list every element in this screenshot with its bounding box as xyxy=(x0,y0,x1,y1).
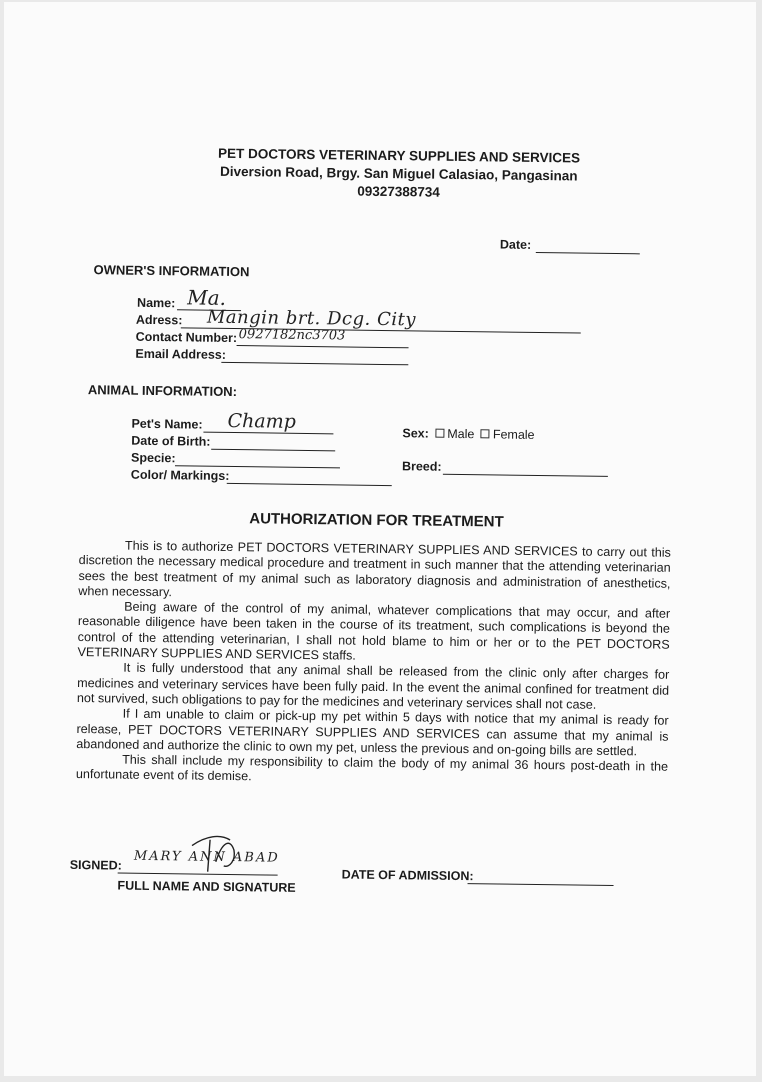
authorization-body xyxy=(76,538,671,790)
signature-handwriting: MARY ANN ABAD xyxy=(133,848,280,866)
owner-address-handwriting: Mangin brt. Dcg. City xyxy=(206,306,417,331)
owner-contact-label: Contact Number: xyxy=(135,329,238,346)
signature-caption: FULL NAME AND SIGNATURE xyxy=(117,878,296,895)
business-address: Diversion Road, Brgy. San Miguel Calasiao, Pangasinan xyxy=(219,163,578,184)
female-option-label: Female xyxy=(492,427,535,442)
authorization-title: AUTHORIZATION FOR TREATMENT xyxy=(249,510,504,531)
authorization-paragraph: It is fully understood that any animal shall be released from the clinic only after charges for medicines and veterinary services have been fully paid. In the event the animal confined for treatment did not survived, such obligations to pay for the medicines and veterinary services shall not case. xyxy=(76,660,670,712)
owner-name-label: Name: xyxy=(137,295,176,311)
animal-section-title: ANIMAL INFORMATION: xyxy=(87,382,238,400)
breed-label: Breed: xyxy=(401,459,442,474)
date-field[interactable] xyxy=(536,252,640,254)
breed-field[interactable] xyxy=(443,474,608,477)
dob-field[interactable] xyxy=(211,449,335,452)
dob-label: Date of Birth: xyxy=(131,433,211,449)
pet-name-label: Pet's Name: xyxy=(131,416,203,432)
pet-name-handwriting: Champ xyxy=(227,409,296,433)
document-page xyxy=(4,2,756,1076)
sex-options xyxy=(402,426,534,442)
owner-email-field[interactable] xyxy=(221,362,408,365)
owner-contact-handwriting: 0927182nc3703 xyxy=(238,327,346,344)
business-phone: 09327388734 xyxy=(357,183,440,200)
date-of-admission-field[interactable] xyxy=(468,883,614,886)
sex-label: Sex: xyxy=(402,426,429,441)
date-label: Date: xyxy=(499,237,532,252)
owner-email-label: Email Address: xyxy=(135,346,227,362)
female-checkbox[interactable] xyxy=(481,429,490,438)
owner-name-handwriting: Ma. xyxy=(187,285,227,310)
male-checkbox[interactable] xyxy=(435,429,444,438)
specie-label: Specie: xyxy=(130,450,176,466)
owner-section-title: OWNER'S INFORMATION xyxy=(93,262,250,280)
signature-flourish-icon xyxy=(186,831,247,878)
authorization-paragraph: Being aware of the control of my animal, whatever complications that may occur, and after reasonable diligence have been taken in the course of its treatment, such complications is beyond the control of the attending veterinarian, I shall not hold blame to him or her or to the PET DOCTORS VETERINARY SUPPLIES AND SERVICES staffs. xyxy=(77,599,671,663)
color-markings-label: Color/ Markings: xyxy=(130,467,230,483)
owner-address-label: Adress: xyxy=(135,312,183,328)
signed-label: SIGNED: xyxy=(69,857,122,873)
color-markings-field[interactable] xyxy=(227,483,392,486)
business-name: PET DOCTORS VETERINARY SUPPLIES AND SERVICES xyxy=(217,145,581,166)
male-option-label: Male xyxy=(447,426,475,442)
authorization-paragraph: This shall include my responsibility to claim the body of my animal 36 hours post-death in the unfortunate event of its demise. xyxy=(75,752,669,784)
owner-contact-field[interactable] xyxy=(237,345,409,348)
authorization-paragraph: This is to authorize PET DOCTORS VETERINARY SUPPLIES AND SERVICES to carry out this discretion the necessary medical procedure and treatment in such manner that the attending veterinarian sees the best treatment of my animal such as laboratory diagnosis and administration of anesthetics, when necessary. xyxy=(78,538,671,600)
authorization-paragraph: If I am unable to claim or pick-up my pet within 5 days with notice that my animal is ready for release, PET DOCTORS VETERINARY SUPPLIES AND SERVICES can assume that my animal is abandoned and authorize the clinic to own my pet, unless the previous and on-going bills are settled. xyxy=(76,706,669,759)
date-of-admission-label: DATE OF ADMISSION: xyxy=(341,867,474,884)
